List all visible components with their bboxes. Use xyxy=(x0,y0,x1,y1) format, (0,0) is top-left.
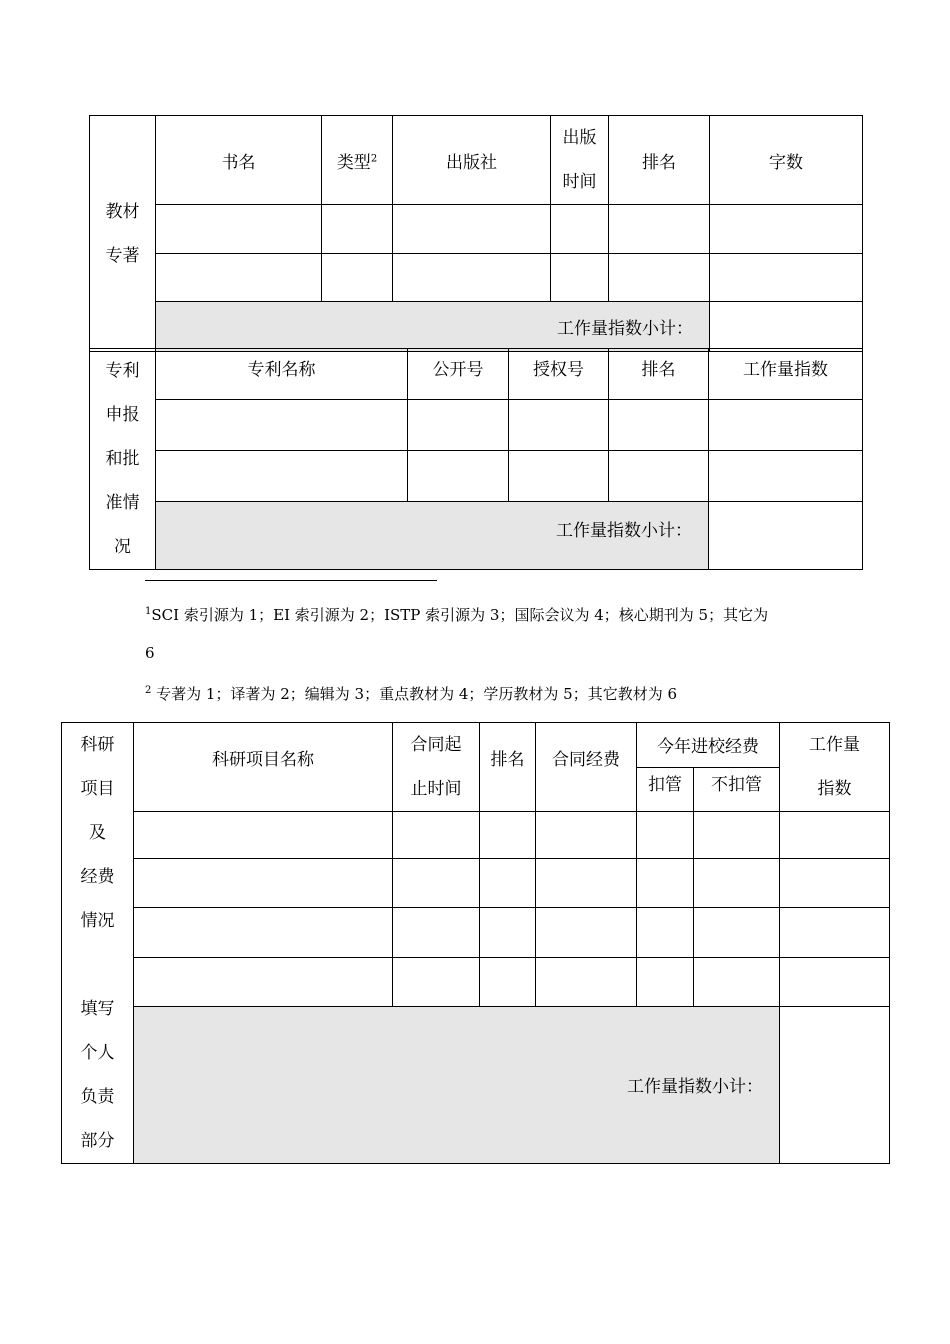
input-cell[interactable] xyxy=(637,908,694,957)
subtotal-value-cell[interactable] xyxy=(709,502,863,570)
table-row xyxy=(62,812,890,859)
input-cell[interactable] xyxy=(393,859,480,908)
input-cell[interactable] xyxy=(536,908,637,957)
input-cell[interactable] xyxy=(536,957,637,1006)
input-cell[interactable] xyxy=(609,451,709,502)
input-cell[interactable] xyxy=(393,908,480,957)
subtotal-label: 工作量指数小计： xyxy=(156,502,709,570)
footnote-mark: 2 xyxy=(145,685,152,696)
header-workload-index xyxy=(780,723,890,812)
header-project-name: 科研项目名称 xyxy=(134,723,393,812)
header-type-text: 类型 xyxy=(336,152,371,173)
footnote-ref: 2 xyxy=(370,152,378,164)
table-row xyxy=(62,957,890,1006)
label-line: 部分 xyxy=(80,1131,115,1151)
input-cell[interactable] xyxy=(480,859,536,908)
header-workload-index: 工作量指数 xyxy=(709,349,863,400)
input-cell[interactable] xyxy=(509,451,609,502)
input-cell[interactable] xyxy=(709,451,863,502)
input-cell[interactable] xyxy=(551,205,609,254)
label-line: 况 xyxy=(114,537,131,557)
input-cell[interactable] xyxy=(780,859,890,908)
subtotal-value-cell[interactable] xyxy=(780,1006,890,1163)
input-cell[interactable] xyxy=(156,205,322,254)
input-cell[interactable] xyxy=(408,451,509,502)
input-cell[interactable] xyxy=(710,254,863,302)
header-contract-period xyxy=(393,723,480,812)
input-cell[interactable] xyxy=(480,812,536,859)
patent-table xyxy=(89,348,863,570)
input-cell[interactable] xyxy=(536,859,637,908)
footnote-separator xyxy=(145,580,437,581)
label-line: 专著 xyxy=(105,245,140,266)
header-line: 出版 xyxy=(562,128,597,148)
input-cell[interactable] xyxy=(709,400,863,451)
footnote-text: 专著为 1；译著为 2；编辑为 3；重点教材为 4；学历教材为 5；其它教材为 6 xyxy=(156,685,678,703)
research-table xyxy=(61,722,890,1164)
label-line xyxy=(62,943,133,987)
input-cell[interactable] xyxy=(393,957,480,1006)
input-cell[interactable] xyxy=(609,400,709,451)
input-cell[interactable] xyxy=(408,400,509,451)
input-cell[interactable] xyxy=(694,859,780,908)
header-type xyxy=(322,116,393,205)
header-rank: 排名 xyxy=(480,723,536,812)
input-cell[interactable] xyxy=(134,957,393,1006)
header-annual-fund: 今年进校经费 xyxy=(637,723,780,768)
input-cell[interactable] xyxy=(694,957,780,1006)
input-cell[interactable] xyxy=(536,812,637,859)
header-patent-name: 专利名称 xyxy=(156,349,408,400)
input-cell[interactable] xyxy=(710,205,863,254)
footnote-2 xyxy=(145,683,677,704)
input-cell[interactable] xyxy=(480,908,536,957)
header-word-count: 字数 xyxy=(710,116,863,205)
label-line: 教材 xyxy=(105,201,140,222)
input-cell[interactable] xyxy=(393,254,551,302)
textbook-section-label xyxy=(90,116,156,352)
input-cell[interactable] xyxy=(509,400,609,451)
header-contract-fund: 合同经费 xyxy=(536,723,637,812)
label-line: 情况 xyxy=(80,911,115,931)
label-line: 申报 xyxy=(105,405,140,425)
subtotal-label: 工作量指数小计： xyxy=(156,302,710,352)
label-line: 准情 xyxy=(105,493,140,513)
input-cell[interactable] xyxy=(134,812,393,859)
header-line: 指数 xyxy=(817,779,852,800)
table-row xyxy=(90,451,863,502)
header-line: 合同起 xyxy=(410,735,462,756)
table-row xyxy=(90,254,863,302)
input-cell[interactable] xyxy=(780,957,890,1006)
research-section-label xyxy=(62,723,134,1164)
label-line: 项目 xyxy=(80,779,115,799)
label-line: 专利 xyxy=(105,361,140,381)
header-no-deduct: 不扣管 xyxy=(694,767,780,812)
input-cell[interactable] xyxy=(134,908,393,957)
patent-section-label xyxy=(90,349,156,570)
table-row xyxy=(90,205,863,254)
subtotal-value-cell[interactable] xyxy=(710,302,863,352)
input-cell[interactable] xyxy=(780,812,890,859)
input-cell[interactable] xyxy=(156,254,322,302)
footnote-1-continued: 6 xyxy=(145,644,155,662)
input-cell[interactable] xyxy=(609,205,710,254)
input-cell[interactable] xyxy=(637,859,694,908)
table-row xyxy=(62,859,890,908)
input-cell[interactable] xyxy=(551,254,609,302)
header-book-title: 书名 xyxy=(156,116,322,205)
footnote-1 xyxy=(145,604,768,625)
input-cell[interactable] xyxy=(156,400,408,451)
input-cell[interactable] xyxy=(322,205,393,254)
input-cell[interactable] xyxy=(694,908,780,957)
label-line: 填写 xyxy=(80,999,115,1019)
input-cell[interactable] xyxy=(134,859,393,908)
input-cell[interactable] xyxy=(780,908,890,957)
header-grant-no: 授权号 xyxy=(509,349,609,400)
header-rank: 排名 xyxy=(609,349,709,400)
label-line: 和批 xyxy=(105,449,140,469)
header-line: 工作量 xyxy=(809,735,860,756)
input-cell[interactable] xyxy=(637,957,694,1006)
input-cell[interactable] xyxy=(609,254,710,302)
input-cell[interactable] xyxy=(480,957,536,1006)
textbook-table xyxy=(89,115,863,352)
input-cell[interactable] xyxy=(156,451,408,502)
label-line: 负责 xyxy=(80,1087,115,1107)
table-row xyxy=(90,400,863,451)
header-public-no: 公开号 xyxy=(408,349,509,400)
header-pub-time xyxy=(551,116,609,205)
label-line: 科研 xyxy=(80,735,115,755)
input-cell[interactable] xyxy=(322,254,393,302)
table-row xyxy=(62,908,890,957)
input-cell[interactable] xyxy=(393,812,480,859)
footnote-text: SCI 索引源为 1；EI 索引源为 2；ISTP 索引源为 3；国际会议为 4；核心期刊为 5；其它为 xyxy=(151,606,769,624)
header-line: 止时间 xyxy=(410,779,462,800)
footnote-mark: 1 xyxy=(145,606,152,617)
subtotal-label: 工作量指数小计： xyxy=(134,1006,780,1163)
label-line: 个人 xyxy=(80,1043,115,1063)
input-cell[interactable] xyxy=(393,205,551,254)
label-line: 及 xyxy=(89,823,106,843)
header-publisher: 出版社 xyxy=(393,116,551,205)
header-deduct: 扣管 xyxy=(637,767,694,812)
label-line: 经费 xyxy=(80,867,115,887)
header-rank: 排名 xyxy=(609,116,710,205)
input-cell[interactable] xyxy=(637,812,694,859)
header-line: 时间 xyxy=(562,172,597,192)
input-cell[interactable] xyxy=(694,812,780,859)
